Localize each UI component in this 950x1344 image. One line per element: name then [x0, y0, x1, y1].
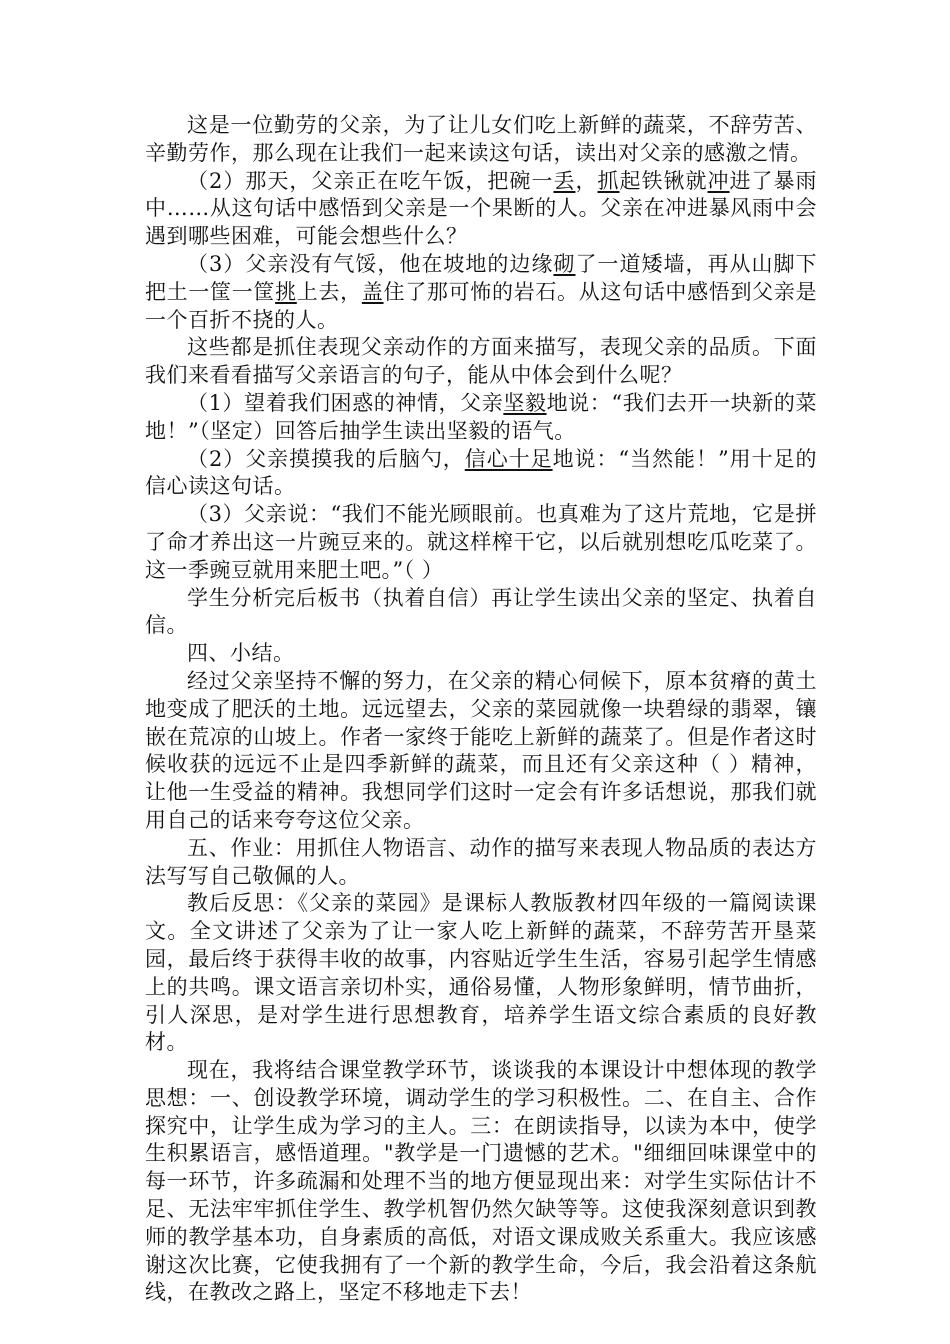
paragraph-conclusion: [145, 1057, 817, 1307]
text: 住了那可怖的岩石。从这句话中感悟到父亲是一个百折不挠的人。: [145, 279, 818, 332]
paragraph-board-note: [145, 585, 817, 641]
underlined-word: 挑: [275, 279, 297, 304]
document-page: [145, 112, 817, 1307]
text: 现在，我将结合课堂教学环节，谈谈我的本课设计中想体现的教学思想：一、创设教学环境，调动学生的学习积极性。二、在自主、合作探究中，让学生成为学习的主人。三：在朗读指导，以读为本中，使学生积累语言，感悟道理。"教学是一门遗憾的艺术。"细细回味课堂中的每一环节，许多疏漏和处理不当的地方便显现出来：对学生实际估计不足、无法牢牢抓住学生、教学机智仍然欠缺等等。这使我深刻意识到教师的教学基本功，自身素质的高低，对语文课成败关系重大。我应该感谢这次比赛，它使我拥有了一个新的教学生命，今后，我会沿着这条航线，在教改之路上，坚定不移地走下去！: [145, 1058, 817, 1305]
text: 地说：“我们去开一块新的菜地！”（坚定）回答后抽学生读出坚毅的语气。: [145, 390, 817, 443]
text: （1）望着我们困惑的神情，父亲: [187, 390, 504, 415]
paragraph-speech-1: [145, 390, 817, 446]
text: 了一道矮墙，再从山脚下把土一筐一筐: [145, 251, 818, 304]
text: （3）父亲没有气馁，他在坡地的边缘: [187, 251, 554, 276]
paragraph-homework: [145, 835, 817, 891]
text: 四、小结。: [187, 641, 295, 666]
text: 经过父亲坚持不懈的努力，在父亲的精心伺候下，原本贫瘠的黄土地变成了肥沃的土地。远远望去，父亲的菜园就像一块碧绿的翡翠，镶嵌在荒凉的山坡上。作者一家终于能吃上新鲜的蔬菜了。但是作者这时候收获的远远不止是四季新鲜的蔬菜，而且还有父亲这种（ ）精神，让他一生受益的精神。我想同学们这时一定会有许多话想说，那我们就用自己的话来夸夸这位父亲。: [145, 668, 817, 832]
text: 学生分析完后板书（执着自信）再让学生读出父亲的坚定、执着自信。: [145, 585, 817, 638]
paragraph-speech-2: [145, 446, 817, 502]
text: 进了暴雨中……从这句话中感悟到父亲是一个果断的人。父亲在冲进暴风雨中会遇到哪些困难，可能会想些什么？: [145, 168, 818, 249]
text: （3）父亲说：“我们不能光顾眼前。也真难为了这片荒地，它是拼了命才养出这一片豌豆来的。就这样榨干它，以后就别想吃瓜吃菜了。这一季豌豆就用来肥土吧。”（ ）: [145, 502, 817, 582]
text: （2）父亲摸摸我的后脑勺，: [187, 446, 465, 471]
underlined-word: 丢: [553, 168, 576, 193]
paragraph-summary: [145, 668, 817, 835]
paragraph-intro: [145, 112, 817, 168]
text: 上去，: [296, 279, 362, 304]
underlined-word: 抓: [597, 168, 620, 193]
paragraph-speech-3: [145, 501, 817, 584]
paragraph-action-2: [145, 168, 817, 251]
underlined-word: 砌: [553, 251, 576, 276]
text: （2）那天，父亲正在吃午饭，把碗一: [187, 168, 554, 193]
text: 这是一位勤劳的父亲，为了让儿女们吃上新鲜的蔬菜，不辞劳苦、辛勤劳作，那么现在让我们一起来读这句话，读出对父亲的感激之情。: [145, 113, 817, 165]
underlined-word: 盖: [361, 279, 384, 304]
paragraph-action-3: [145, 251, 817, 334]
text: ，: [575, 168, 598, 193]
underlined-word: 信心十足: [464, 446, 553, 471]
text: 教后反思：《父亲的菜园》是课标人教版教材四年级的一篇阅读课文。全文讲述了父亲为了让一家人吃上新鲜的蔬菜，不辞劳苦开垦菜园，最后终于获得丰收的故事，内容贴近学生生活，容易引起学生情感上的共鸣。课文语言亲切朴实，通俗易懂，人物形象鲜明，情节曲折，引人深思，是对学生进行思想教育，培养学生语文综合素质的良好教材。: [145, 891, 817, 1055]
heading-summary: [145, 640, 817, 668]
underlined-word: 冲: [707, 168, 730, 193]
paragraph-transition: [145, 334, 817, 390]
paragraph-reflection: [145, 890, 817, 1057]
text: 这些都是抓住表现父亲动作的方面来描写，表现父亲的品质。下面我们来看看描写父亲语言的句子，能从中体会到什么呢？: [145, 335, 817, 388]
text: 五、作业：用抓住人物语言、动作的描写来表现人物品质的表达方法写写自己敬佩的人。: [145, 835, 817, 888]
underlined-word: 坚毅: [503, 390, 547, 415]
text: 起铁锹就: [619, 168, 708, 193]
text: 地说：“当然能！”用十足的信心读这句话。: [145, 446, 817, 499]
